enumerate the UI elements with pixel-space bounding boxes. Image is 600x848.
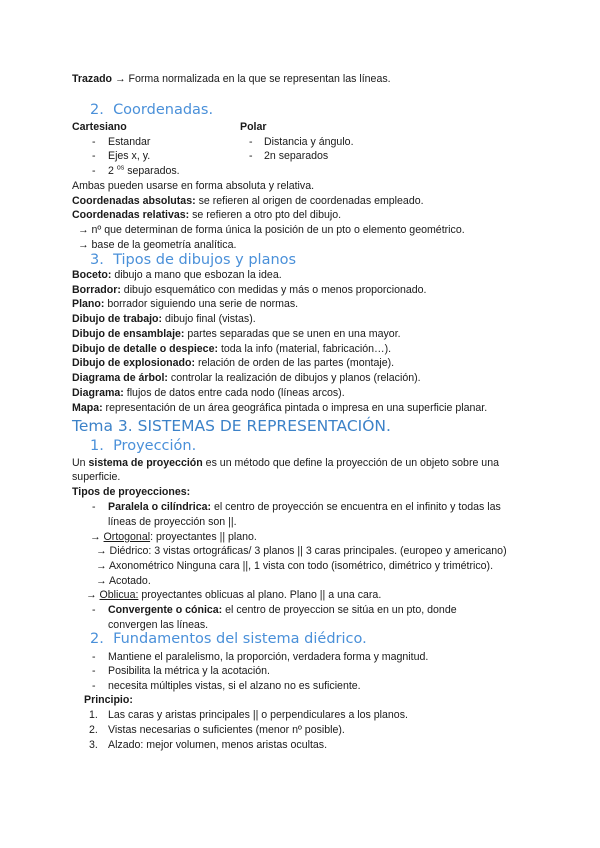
cartesiano-item: 2 $^{os}$ separados. [108,164,180,177]
tipo-item: Dibujo de trabajo: dibujo final (vistas). [72,313,256,325]
col-title-cartesiano: Cartesiano [72,121,127,133]
convergente-line: Convergente o cónica: el centro de proyeccion se sitúa en un pto, donde [108,604,457,616]
tipo-item: Dibujo de explosionado: relación de orden de las partes (montaje). [72,357,395,369]
paralela-line-cont: líneas de proyección son ||. [108,516,237,528]
tema-title: Tema 3. SISTEMAS DE REPRESENTACIÓN. [72,417,391,435]
oblicua-line: → Oblicua: proyectantes oblicuas al plano. Plano || a una cara. [86,589,382,601]
bullet-dash: - [92,604,96,616]
bullet-dash: - [92,136,96,148]
heading-number: 2. [90,102,104,118]
tipos-proyecciones-title: Tipos de proyecciones: [72,486,191,498]
tipo-item: Mapa: representación de un área geográfica pintada o impresa en una superficie planar. [72,402,488,414]
definition: → Forma normalizada en la que se representan las líneas. [112,73,391,85]
polar-item: Distancia y ángulo. [264,136,354,148]
bullet-dash: - [92,651,96,663]
acotado-line: → Acotado. [96,575,151,587]
list-number: 3. [89,739,98,751]
cartesiano-item: Ejes x, y. [108,150,151,162]
bullet-dash: - [92,665,96,677]
abs-line: Coordenadas absolutas: se refieren al origen de coordenadas empleado. [72,195,424,207]
bullet-dash: - [92,680,96,692]
arrow-line: → nº que determinan de forma única la posición de un pto o elemento geométrico. [78,224,465,236]
tipo-item: Dibujo de ensamblaje: partes separadas que se unen en una mayor. [72,328,401,340]
heading-number: 2. [90,631,104,647]
section-heading-fundamentos [90,630,367,648]
principio-item: Vistas necesarias o suficientes (menor nº posible). [108,724,345,736]
convergente-line-cont: convergen las líneas. [108,619,209,631]
principio-title: Principio: [84,694,133,706]
tipo-item: Dibujo de detalle o despiece: toda la info (material, fabricación…). [72,343,392,355]
polar-item: 2n separados [264,150,329,162]
section-heading-tipos [90,251,296,269]
bullet-dash: - [249,150,253,162]
fundamento-item: Posibilita la métrica y la acotación. [108,665,270,677]
tipo-item: Diagrama de árbol: controlar la realización de dibujos y planos (relación). [72,372,421,384]
bullet-dash: - [249,136,253,148]
fundamento-item: necesita múltiples vistas, si el alzano no es suficiente. [108,680,361,692]
cartesiano-item: Estandar [108,136,151,148]
bullet-dash: - [92,501,96,513]
list-number: 2. [89,724,98,736]
tipo-item: Plano: borrador siguiendo una serie de normas. [72,298,299,310]
heading-text: Tipos de dibujos y planos [113,252,297,268]
bullet-dash: - [92,165,96,177]
principio-item: Alzado: mejor volumen, menos aristas ocultas. [108,739,328,751]
tipo-item: Diagrama: flujos de datos entre cada nodo (líneas arcos). [72,387,345,399]
heading-text: Fundamentos del sistema diédrico. [113,631,367,647]
ortogonal-line: → Ortogonal: proyectantes || plano. [90,531,257,543]
section-heading-coordenadas [90,101,213,119]
heading-text: Proyección. [113,438,197,454]
term: Trazado [72,73,113,85]
diedrico-line: → Diédrico: 3 vistas ortográficas/ 3 planos || 3 caras principales. (europeo y americano) [96,545,507,557]
proyeccion-intro: Un sistema de proyección es un método que define la proyección de un objeto sobre una [72,457,499,469]
arrow-line: → base de la geometría analítica. [78,239,237,251]
heading-number: 1. [90,438,104,454]
ambas-line: Ambas pueden usarse en forma absoluta y relativa. [72,180,315,192]
section-heading-proyeccion [90,437,196,455]
proyeccion-intro-cont: superficie. [72,471,121,483]
axonometrico-line: → Axonométrico Ninguna cara ||, 1 vista con todo (isométrico, dimétrico y trimétrico). [96,560,494,572]
bullet-dash: - [92,150,96,162]
heading-text: Coordenadas. [113,102,214,118]
paralela-line: Paralela o cilíndrica: el centro de proyección se encuentra en el infinito y todas las [108,501,501,513]
fundamento-item: Mantiene el paralelismo, la proporción, verdadera forma y magnitud. [108,651,429,663]
trazado-line [72,72,391,86]
principio-item: Las caras y aristas principales || o perpendiculares a los planos. [108,709,408,721]
rel-line: Coordenadas relativas: se refieren a otro pto del dibujo. [72,209,342,221]
col-title-polar: Polar [240,121,267,133]
list-number: 1. [89,709,98,721]
tipo-item: Borrador: dibujo esquemático con medidas y más o menos proporcionado. [72,284,427,296]
tipo-item: Boceto: dibujo a mano que esbozan la idea. [72,269,282,281]
heading-number: 3. [90,252,104,268]
